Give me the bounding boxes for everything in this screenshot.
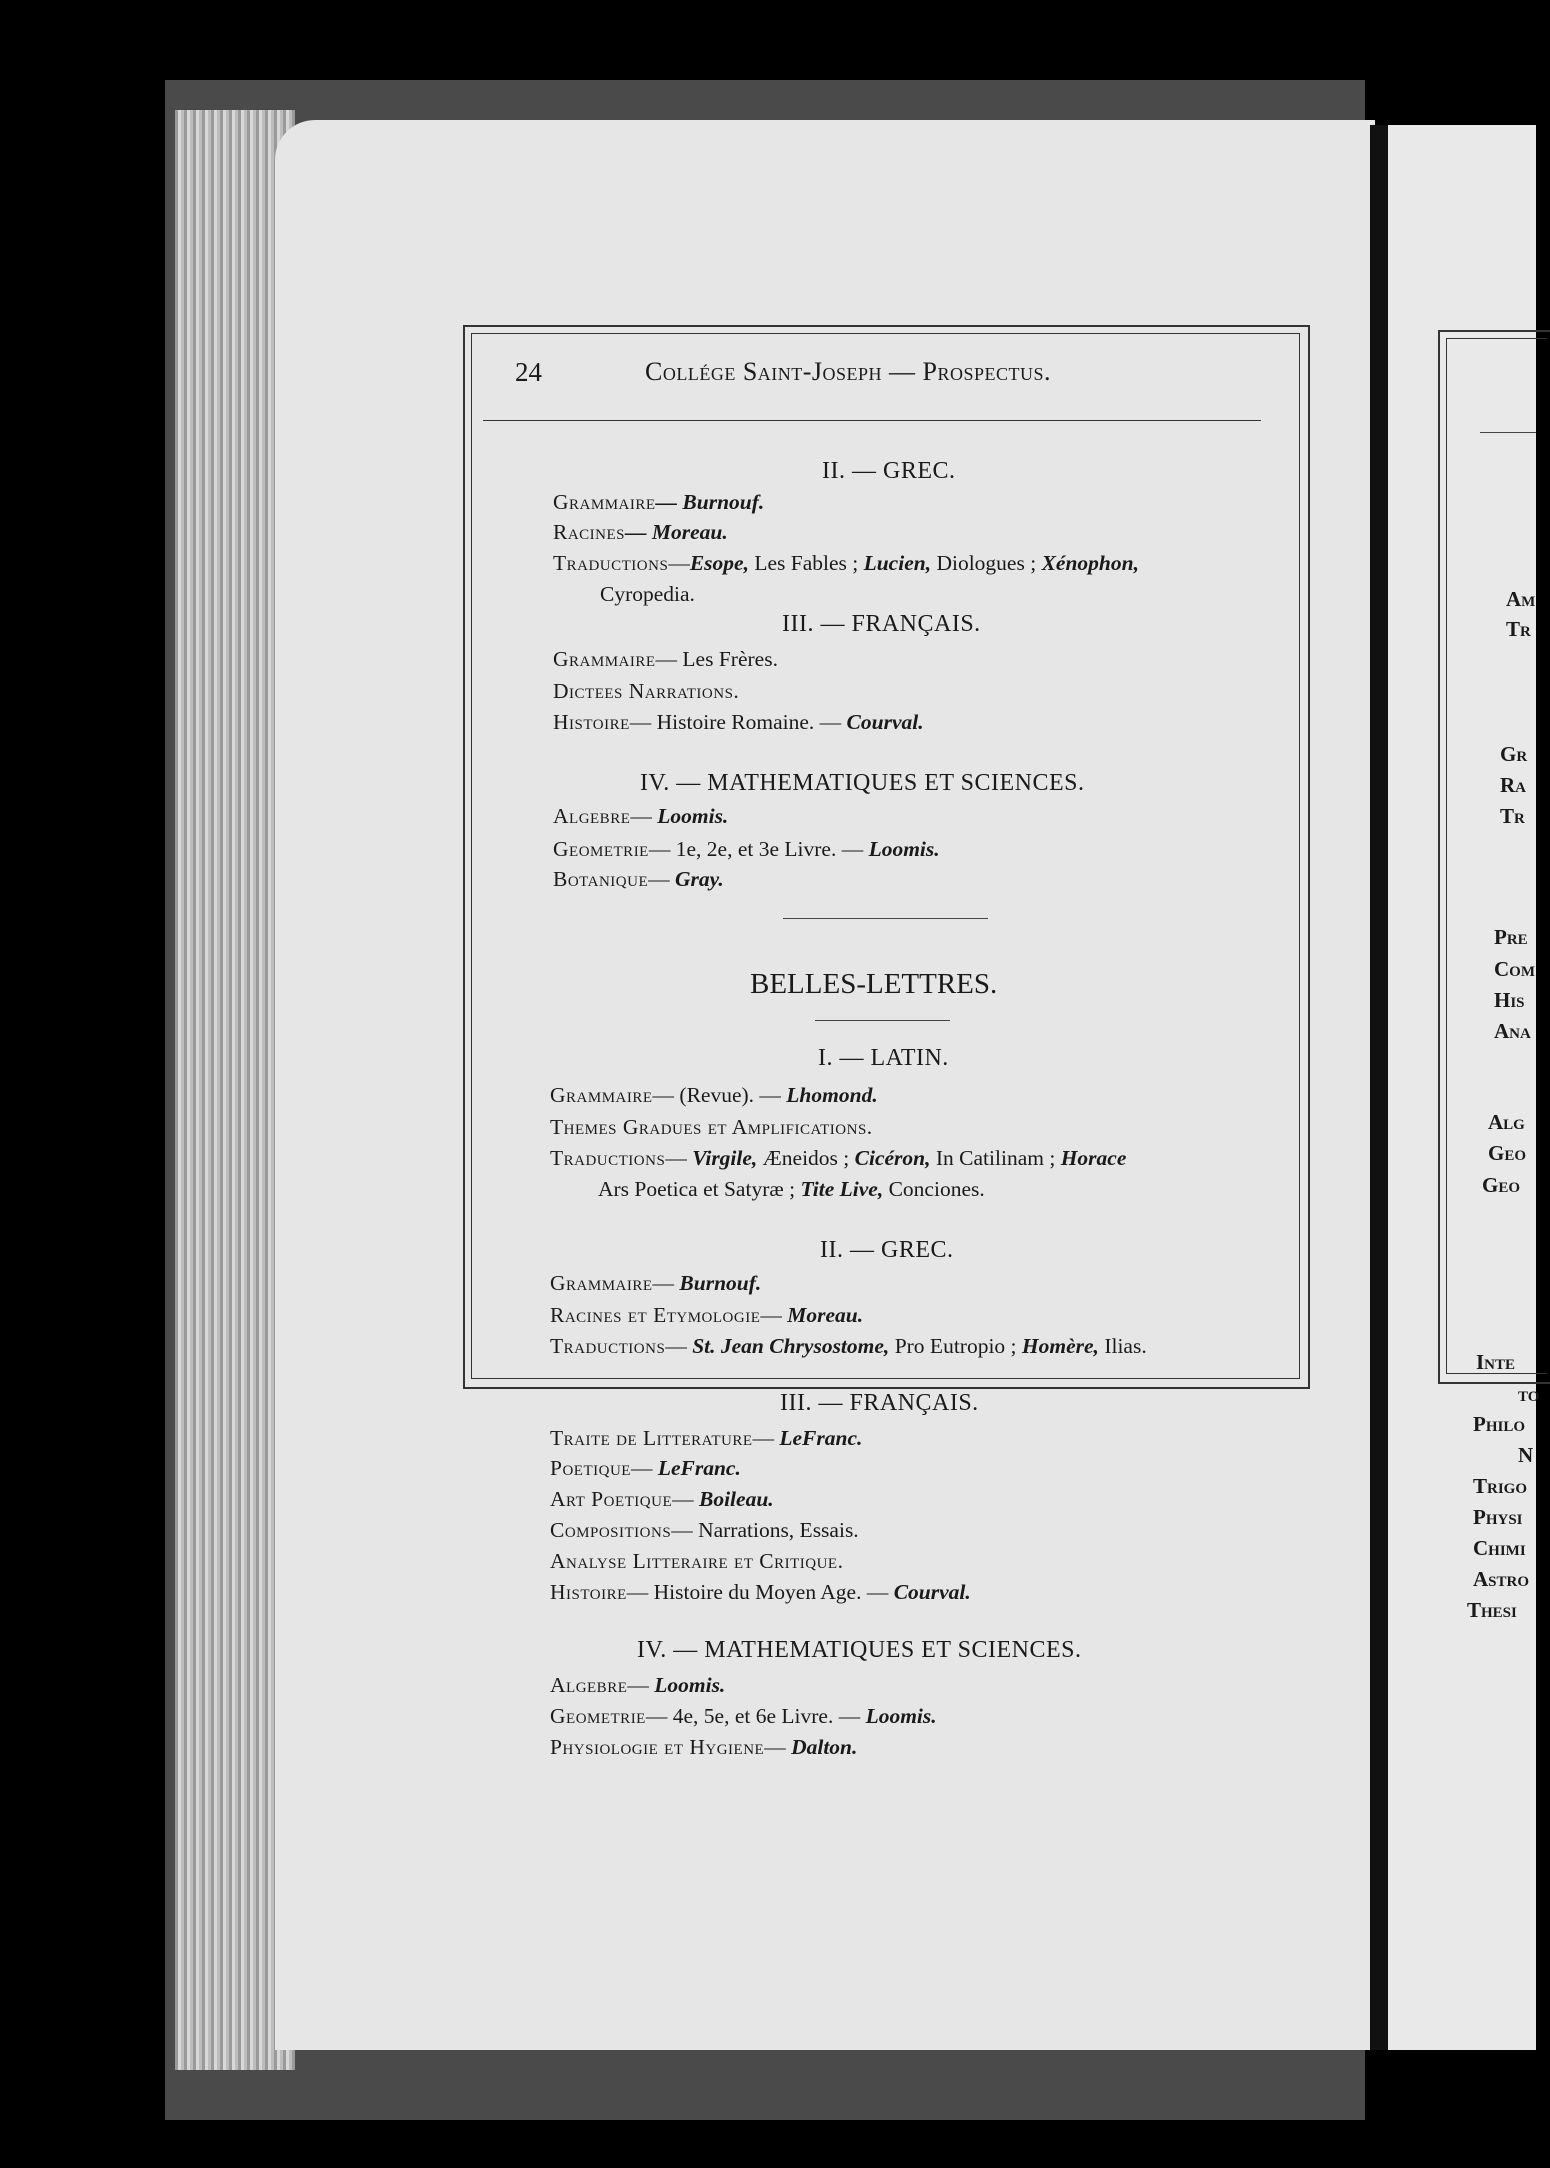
work: Ars Poetica et Satyræ ; <box>598 1177 801 1201</box>
work: Conciones. <box>883 1177 985 1201</box>
entry-sep: — <box>665 1334 693 1358</box>
right-page-fragment: Thesi <box>1467 1598 1517 1622</box>
entry-label: Poetique <box>550 1456 631 1480</box>
entry-label: Traductions <box>550 1146 666 1170</box>
author: Courval. <box>846 710 924 734</box>
entry-label: Physiologie et Hygiene <box>550 1735 765 1759</box>
entry-grammaire <box>553 492 764 514</box>
author: Burnouf. <box>679 1271 762 1295</box>
entry-themes <box>550 1117 873 1139</box>
entry-label: Themes Gradues et Amplifications. <box>550 1115 873 1139</box>
entry-text: — Les Frères. <box>655 647 778 671</box>
author: Lucien, <box>863 551 932 575</box>
author: Cicéron, <box>854 1146 931 1170</box>
section-heading-latin: I. — LATIN. <box>818 1045 949 1071</box>
right-page-fragment: His <box>1494 988 1525 1012</box>
section-heading-maths: IV. — MATHEMATIQUES ET SCIENCES. <box>637 1637 1082 1663</box>
entry-label: Dictees Narrations. <box>553 679 740 703</box>
right-page-fragment: Ana <box>1494 1019 1531 1043</box>
entry-label: Algebre <box>553 804 631 828</box>
entry-continuation: Cyropedia. <box>600 582 695 606</box>
right-page-fragment: Gr <box>1500 742 1528 766</box>
author: Tite Live, <box>800 1177 884 1201</box>
section-heading-maths: IV. — MATHEMATIQUES ET SCIENCES. <box>640 770 1085 796</box>
entry-compositions <box>550 1520 859 1542</box>
entry-label: Histoire <box>553 710 630 734</box>
author: Loomis. <box>865 1704 937 1728</box>
entry-sep: — <box>668 551 690 575</box>
entry-grammaire <box>550 1085 878 1107</box>
entry-poetique <box>550 1458 741 1480</box>
work: Les Fables ; <box>748 551 864 575</box>
right-page-fragment: Com <box>1494 957 1535 981</box>
entry-text: — Histoire du Moyen Age. — <box>626 1580 894 1604</box>
author: Homère, <box>1021 1334 1099 1358</box>
work: Pro Eutropio ; <box>889 1334 1022 1358</box>
entry-botanique <box>553 869 724 891</box>
entry-text: — <box>760 1303 788 1327</box>
entry-label: Racines <box>553 520 626 544</box>
entry-racines <box>553 522 728 544</box>
running-title: Collége Saint-Joseph — Prospectus. <box>645 357 1052 386</box>
work: Ilias. <box>1098 1334 1147 1358</box>
right-page-fragment: Geo <box>1482 1173 1521 1197</box>
right-page-fragment: Am <box>1506 587 1536 611</box>
entry-label: Traite de Litterature <box>550 1426 753 1450</box>
work: Æneidos ; <box>757 1146 855 1170</box>
author: Courval. <box>893 1580 971 1604</box>
right-page-fragment: Tr <box>1506 617 1531 641</box>
entry-text: — (Revue). — <box>652 1083 787 1107</box>
author: Esope, <box>689 551 749 575</box>
work: Diologues ; <box>931 551 1042 575</box>
entry-text: — <box>672 1487 699 1511</box>
entry-text: — Moreau. <box>625 520 728 544</box>
entry-label: Analyse Litteraire et Critique. <box>550 1549 844 1573</box>
right-page-fragment: Geo <box>1488 1141 1527 1165</box>
author: Loomis. <box>657 804 729 828</box>
page-number: 24 <box>515 357 542 387</box>
author: Horace <box>1060 1146 1127 1170</box>
entry-label: Racines et Etymologie <box>550 1303 761 1327</box>
entry-algebre <box>553 806 728 828</box>
entry-histoire <box>550 1582 971 1604</box>
author: Gray. <box>675 867 724 891</box>
section-heading-francais: III. — FRANÇAIS. <box>780 1390 979 1416</box>
author: Xénophon, <box>1041 551 1139 575</box>
entry-racines <box>550 1305 863 1327</box>
entry-grammaire <box>553 649 778 671</box>
entry-text: — <box>648 867 675 891</box>
right-page-header-rule <box>1480 432 1536 433</box>
entry-label: Art Poetique <box>550 1487 673 1511</box>
book-gutter <box>1370 125 1388 2050</box>
right-page-fragment: Trigo <box>1473 1474 1528 1498</box>
entry-text: — <box>652 1271 680 1295</box>
entry-traductions <box>553 553 1139 575</box>
entry-sep: — <box>665 1146 693 1170</box>
entry-text: — <box>630 804 658 828</box>
right-page-fragment: Tr <box>1500 804 1525 828</box>
entry-label: Compositions <box>550 1518 672 1542</box>
author: Moreau. <box>787 1303 864 1327</box>
right-page-fragment: Astro <box>1473 1567 1530 1591</box>
right-page-fragment: Alg <box>1488 1110 1525 1134</box>
entry-traite <box>550 1428 862 1450</box>
entry-label: Grammaire <box>550 1083 653 1107</box>
entry-algebre <box>550 1675 725 1697</box>
entry-label: Grammaire <box>553 490 656 514</box>
right-page-fragment: Chimi <box>1473 1536 1526 1560</box>
title-underline <box>815 1020 950 1021</box>
right-page-fragment: to <box>1518 1382 1540 1406</box>
entry-label: Geometrie <box>553 837 649 861</box>
section-heading-francais: III. — FRANÇAIS. <box>782 611 981 637</box>
entry-art-poetique <box>550 1489 774 1511</box>
belles-lettres-title: BELLES-LETTRES. <box>750 968 998 1000</box>
entry-dictees <box>553 681 739 703</box>
entry-grammaire <box>550 1273 761 1295</box>
entry-continuation <box>598 1179 985 1201</box>
right-page-fragment: Pre <box>1494 925 1528 949</box>
entry-text: — 1e, 2e, et 3e Livre. — <box>648 837 869 861</box>
entry-text: — Narrations, Essais. <box>671 1518 859 1542</box>
author: Boileau. <box>698 1487 774 1511</box>
entry-label: Histoire <box>550 1580 627 1604</box>
author: Virgile, <box>692 1146 758 1170</box>
entry-label: Grammaire <box>550 1271 653 1295</box>
entry-label: Grammaire <box>553 647 656 671</box>
work: In Catilinam ; <box>930 1146 1061 1170</box>
entry-text: — Histoire Romaine. — <box>629 710 847 734</box>
entry-geometrie <box>553 839 940 861</box>
entry-analyse <box>550 1551 843 1573</box>
entry-text: — Burnouf. <box>655 490 765 514</box>
section-heading-grec: II. — GREC. <box>820 1237 954 1263</box>
entry-label: Algebre <box>550 1673 628 1697</box>
entry-label: Traductions <box>550 1334 666 1358</box>
author: Lhomond. <box>786 1083 878 1107</box>
entry-traductions <box>550 1148 1126 1170</box>
section-divider <box>783 918 988 919</box>
author: Loomis. <box>868 837 940 861</box>
entry-geometrie <box>550 1706 937 1728</box>
entry-text: — <box>630 1456 658 1480</box>
header-rule <box>483 420 1261 421</box>
right-page-fragment: Inte <box>1476 1350 1516 1374</box>
right-page-fragment: Philo <box>1473 1412 1526 1436</box>
entry-text: — <box>764 1735 792 1759</box>
entry-text: — <box>752 1426 780 1450</box>
author: Dalton. <box>791 1735 858 1759</box>
right-page-fragment: Ra <box>1500 773 1526 797</box>
author: Loomis. <box>654 1673 726 1697</box>
entry-histoire <box>553 712 924 734</box>
entry-traductions <box>550 1336 1147 1358</box>
entry-label: Botanique <box>553 867 649 891</box>
author: LeFranc. <box>779 1426 863 1450</box>
right-page-fragment: Physi <box>1473 1505 1523 1529</box>
entry-label: Traductions <box>553 551 669 575</box>
entry-text: — 4e, 5e, et 6e Livre. — <box>645 1704 866 1728</box>
right-page-frame-inner <box>1446 338 1547 1374</box>
author: St. Jean Chrysostome, <box>692 1334 890 1358</box>
author: LeFranc. <box>657 1456 741 1480</box>
section-heading-grec: II. — GREC. <box>822 458 956 484</box>
right-page-fragment: N <box>1518 1443 1534 1467</box>
entry-physiologie <box>550 1737 857 1759</box>
entry-text: — <box>627 1673 655 1697</box>
entry-label: Geometrie <box>550 1704 646 1728</box>
